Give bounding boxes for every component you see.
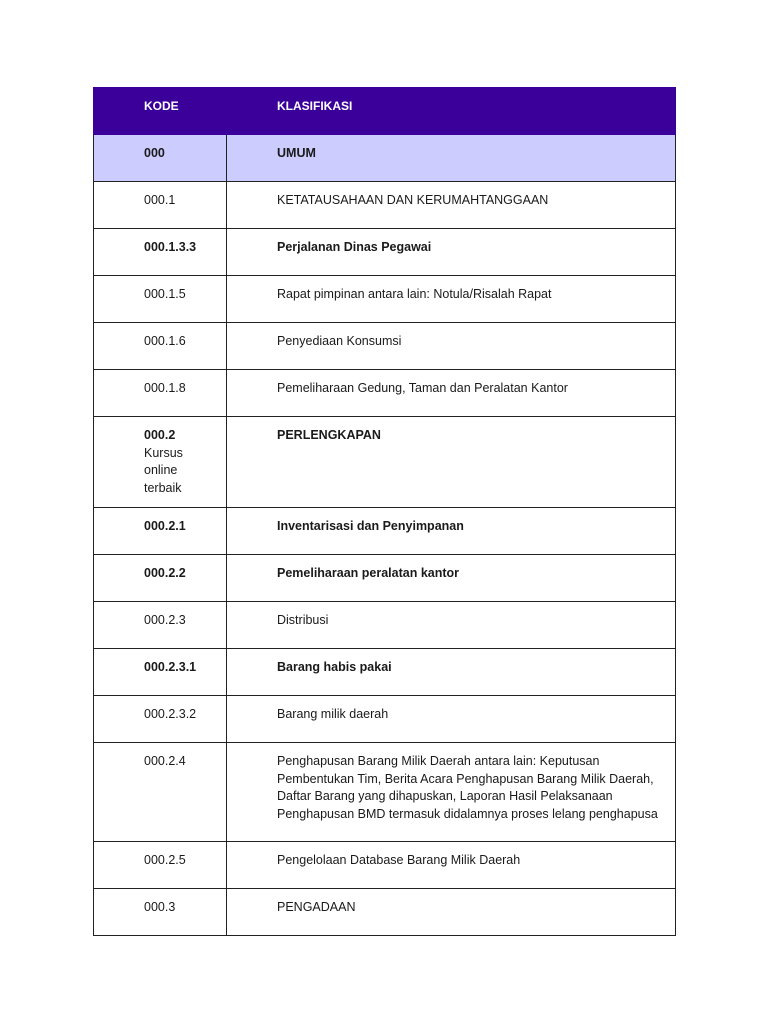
row-classification: Pengelolaan Database Barang Milik Daerah — [227, 842, 676, 889]
row-classification: Penghapusan Barang Milik Daerah antara lain: Keputusan Pembentukan Tim, Berita Acara Penghapusan Barang Milik Daerah, Daftar Barang yang dihapuskan, Laporan Hasil Pelaksanaan Penghapusan BMD termasuk didalamnya proses lelang penghapusa — [227, 743, 676, 842]
table-row — [94, 229, 676, 276]
table-row — [94, 696, 676, 743]
row-code: 000.1.5 — [94, 276, 227, 323]
row-classification: Penyediaan Konsumsi — [227, 323, 676, 370]
row-code: 000.2.1 — [94, 508, 227, 555]
row-code: 000.1.8 — [94, 370, 227, 417]
table-row — [94, 602, 676, 649]
row-classification: Distribusi — [227, 602, 676, 649]
row-code: 000.3 — [94, 889, 227, 936]
row-classification: Barang milik daerah — [227, 696, 676, 743]
table-row — [94, 649, 676, 696]
table-row — [94, 276, 676, 323]
row-classification: KETATAUSAHAAN DAN KERUMAHTANGGAAN — [227, 182, 676, 229]
row-classification: Rapat pimpinan antara lain: Notula/Risalah Rapat — [227, 276, 676, 323]
table-row — [94, 555, 676, 602]
classification-table — [93, 87, 676, 936]
row-classification: Perjalanan Dinas Pegawai — [227, 229, 676, 276]
table-row — [94, 889, 676, 936]
row-code-cell — [94, 417, 227, 508]
row-code: 000.2.4 — [94, 743, 227, 842]
row-classification: PENGADAAN — [227, 889, 676, 936]
row-classification: UMUM — [227, 135, 676, 182]
table-row — [94, 417, 676, 508]
row-code: 000.2.3.1 — [94, 649, 227, 696]
table-row — [94, 323, 676, 370]
row-code: 000.1.3.3 — [94, 229, 227, 276]
table-row — [94, 135, 676, 182]
row-code: 000.1.6 — [94, 323, 227, 370]
header-code: KODE — [94, 88, 227, 135]
table-row — [94, 508, 676, 555]
table-header-row — [94, 88, 676, 135]
row-code-note: Kursus online terbaik — [144, 445, 183, 495]
row-code: 000.2.3.2 — [94, 696, 227, 743]
row-code: 000.1 — [94, 182, 227, 229]
table-row — [94, 842, 676, 889]
row-code: 000.2.3 — [94, 602, 227, 649]
table-row — [94, 370, 676, 417]
row-classification: Pemeliharaan Gedung, Taman dan Peralatan Kantor — [227, 370, 676, 417]
row-code: 000.2.5 — [94, 842, 227, 889]
row-classification: Pemeliharaan peralatan kantor — [227, 555, 676, 602]
table-row — [94, 182, 676, 229]
table-row — [94, 743, 676, 842]
row-classification: Inventarisasi dan Penyimpanan — [227, 508, 676, 555]
row-code: 000.2.2 — [94, 555, 227, 602]
row-code: 000.2 — [144, 428, 176, 442]
row-classification: PERLENGKAPAN — [227, 417, 676, 508]
header-classification: KLASIFIKASI — [227, 88, 676, 135]
row-classification: Barang habis pakai — [227, 649, 676, 696]
row-code: 000 — [94, 135, 227, 182]
